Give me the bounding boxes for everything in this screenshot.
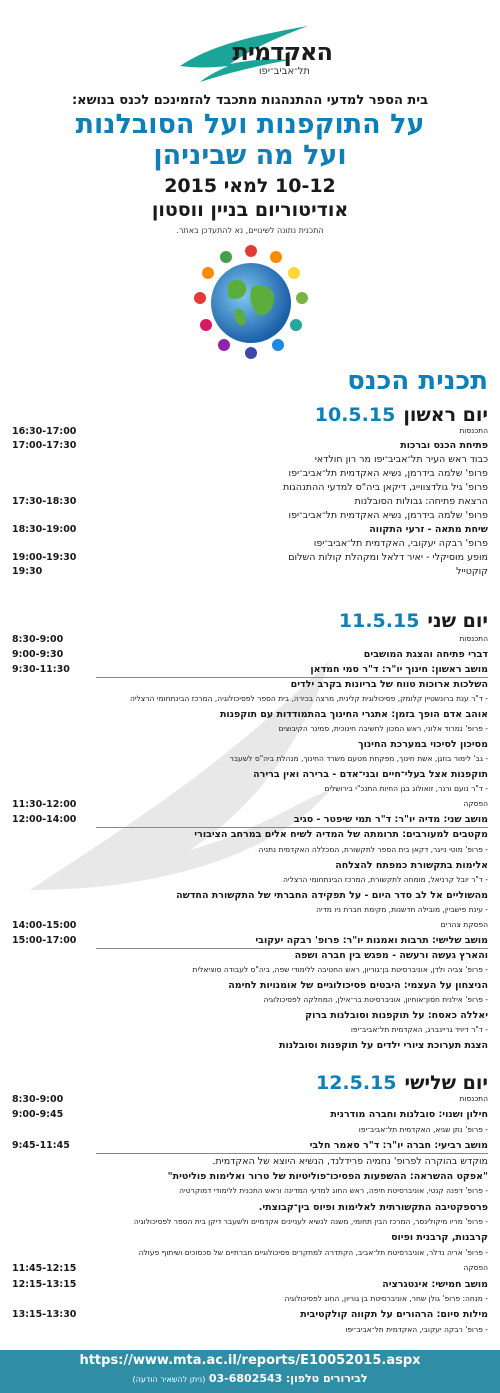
day-date: 12.5.15 [315,1072,397,1094]
schedule-text: חילון ושנוי: סובלנות וחברה מודרנית [330,1109,488,1121]
schedule-time: 18:30-19:00 [12,524,77,535]
schedule-text: יאללה כאסח: על תוקפנות וסובלנות ברוק [305,1009,488,1021]
schedule-text: - פרופ' אילנית חסון־אוחיון, אוניברסיטת בר־אילן, המחלקה לפסיכולוגיה [263,994,488,1004]
schedule-text: מהשוליים אל לב סדר היום - על תפקידה החברתי של התקשורת החדשה [176,889,488,901]
schedule-text: פרספקטיבה התקשורתית לאלימות ופיוס בין־קבוצתי. [258,1201,488,1213]
logo-name: האקדמית [232,38,332,66]
schedule-text: קוקטייל [456,566,488,577]
schedule-text: התכנסות [459,426,488,435]
schedule-text: אלימות בתקשורת כמפתח להצלחה [335,859,488,871]
schedule-text: שיחת מתאה - זרעי התקווה [369,524,488,535]
conference-dates: 10-12 למאי 2015 [164,175,336,197]
schedule-text: התכנסות [459,634,488,643]
program-title: תכנית הכנס [347,366,488,396]
day-date: 11.5.15 [338,610,420,632]
schedule-text: הניצחון על העצמי: היבטים פסיכולוגיים של אומנויות לחימה [228,979,488,991]
schedule-time: 8:30-9:00 [12,634,64,645]
phone-line [0,1372,500,1385]
title-line-1: על התוקפנות ועל הסובלנות [75,109,425,140]
schedule-text: - פרופ' אריה נדלר, אוניברסיטת תל־אביב, הקתדרה למחקרים פסיכולוגיים חברתיים של סכסוכים ושיתוף פעולה [138,1247,488,1257]
schedule-text: השלכות ארוכות טווח של בריונות בקרב ילדים [290,679,488,691]
day-name: יום שלישי [404,1072,488,1094]
schedule-time: 13:15-13:30 [12,1309,77,1321]
schedule-text: הפסקה [463,799,488,809]
schedule-time: 12:15-13:15 [12,1278,77,1290]
schedule-text: והארץ געשה ורעשה - מפגש בין חברה ושפה [294,949,488,961]
schedule-time: 15:00-17:00 [12,934,77,946]
schedule-time: 11:45-12:15 [12,1263,77,1275]
schedule-text: - פרופ' נמרוד אלוני, ראש המכון לחשיבה חינוכית, סמינר הקיבוצים [278,724,488,734]
schedule-text: התכנסות [459,1094,488,1103]
schedule-text: דברי פתיחה והצגת המושבים [363,649,488,661]
schedule-text: מילות סיום: הרהורים על תקווה קולקטיבית [300,1309,488,1321]
day-name: יום שני [427,610,488,632]
day-heading [315,404,488,426]
schedule-text: - פרופ' מוטי נייגר, דקאן בית הספר לתקשורת, המכללה האקדמית נתניה [258,844,488,854]
schedule-text: פרופ' גיל גולדצווייג, דיקאן ביה"ס למדעי ההתנהגות [283,482,488,493]
schedule-text: פתיחת הכנס וברכות [400,440,488,451]
schedule-text: - ד"ר ענת ברונשטיין קלומק, פסיכולוגית קלינית, מרצה בכירה, בית הספר לפסיכולוגיה, המרכז הבינתחומי הרצליה [129,694,488,704]
schedule-text: - פרופ' נתן שגיא, האקדמית תל־אביב־יפו [358,1124,488,1134]
schedule-text: - ד"ר דיויד גריינברג, האקדמית תל־אביב־יפו [350,1024,488,1034]
phone-label: לבירורים טלפון: [285,1372,368,1385]
schedule-text: - ד"ר יובל קרניאל, מומחה לתקשורת, המרכז הבינתחומי הרצליה [283,874,488,884]
day-name: יום ראשון [403,404,488,426]
schedule-text: הפסקת צהרים [440,919,488,929]
day-heading [316,1072,488,1094]
schedule-text: - עינת פישביין, מובילה חדשנות, מקימת חברת ניו מדיה [316,904,488,914]
phone-note: (ניתן להשאיר הודעה) [132,1375,206,1384]
schedule-text: הרצאת פתיחה: גבולות הסובלנות [354,496,488,507]
schedule-text: אוהב אדם הופך בזמן: אתגרי החינוך בהתמודדות עם תוקפנות [219,709,488,721]
globe-people-icon [176,243,326,363]
schedule-text: כבוד ראש העיר תל־אביב־יפו מר רון חולדאי [314,454,488,465]
schedule-time: 17:00-17:30 [12,440,77,451]
schedule-time: 9:45-11:45 [12,1140,70,1152]
program-note: התכנית נתונה לשינויים, נא להתעדכן באתר. [176,226,324,235]
day-heading [339,610,488,632]
schedule-text: - פרופ' צביה ולדן, אוניברסיטת בן־גוריון, ראש החטיבה ללימודי שפה, ביה"ס לעבודה סוציאלית [192,964,488,974]
schedule-text: מוקדש בהוקרה לפרופ' נחמיה פרידלנד, הנשיא היוצא של האקדמית. [212,1155,488,1167]
title-line-2: ועל מה שביניהן [153,140,347,171]
schedule-time: 19:00-19:30 [12,552,77,563]
schedule-text: מושב שלישי: תרבות ואמנות יו"ר: פרופ' רבקה יעקובי [96,935,488,949]
schedule-time: 9:30-11:30 [12,664,70,676]
schedule-text: מושב רביעי: חברה יו"ר: ד"ר סאמר חלבי [96,1140,488,1154]
schedule-text: פרופ' שלמה בידרמן, נשיא האקדמית תל־אביב־יפו [288,510,488,521]
schedule-time: 11:30-12:00 [12,799,77,811]
schedule-time: 16:30-17:00 [12,426,77,437]
logo-subtitle: תל־אביב־יפו [258,66,310,77]
schedule-text: מושב חמישי: אינטגרציה [382,1278,488,1290]
schedule-text: פרופ' רבקה יעקובי, האקדמית תל־אביב־יפו [313,538,488,549]
schedule-text: קרבנות, קרבנית ופיוס [391,1232,488,1244]
schedule-time: 17:30-18:30 [12,496,77,507]
schedule-text: מופע מוסיקלי - יאיר דלאל ומקהלת קולות השלום [288,552,488,563]
schedule-text: הפסקה [463,1263,488,1273]
conference-venue: אודיטוריום בניין ווסטון [151,199,349,221]
schedule-time: 8:30-9:00 [12,1094,64,1105]
schedule-text: - פרופ' מריו מיקולינסר, המרכז הבין תחומי, משנה לנשיא לעניינים אקדמיים ולשעבר דיקן בית הספר לפסיכולוגיה [133,1217,488,1226]
schedule-time: 14:00-15:00 [12,919,77,931]
day-date: 10.5.15 [314,404,396,426]
schedule-text: - מנחה: פרופ' גולן שחר, אוניברסיטת בן גוריון, החוג לפסיכולוגיה [284,1293,488,1303]
schedule-text: הצגת תערוכת ציורי ילדים על תוקפנות וסובלנות [279,1039,488,1051]
phone-number: 03-6802543 [208,1372,283,1385]
schedule-time: 9:00-9:45 [12,1109,64,1121]
schedule-text: תוקפנות אצל בעלי־חיים ובני־אדם - ברירה ואין ברירה [253,769,488,781]
schedule-time: 12:00-14:00 [12,814,77,826]
schedule-text: - גב' לימור בוזגן, אשת חינוך, מפקחת מטעם משרד החינוך, מנהלת ביה"ס לשעבר [229,754,488,764]
schedule-text: פרופ' שלמה בידרמן, נשיא האקדמית תל־אביב־יפו [288,468,488,479]
schedule-text: מקטבים למעורבים: תרומתה של המדיה לשיח אלים במרחב הציבורי [194,829,488,841]
schedule-text: מסיכון לסיכוי במערכת החינוך [358,739,488,751]
schedule-text: "אפקט ההשראה: ההשפעות הפסיכו־פוליטיות של טרור ואלימות פוליטית" [167,1170,488,1182]
schedule-text: - פרופ' דפנה קנטי, אוניברסיטת חיפה, ראש החוג למדעי המדינה וראש התכנית ללימודי דמוקרטיה [179,1186,488,1196]
schedule-time: 19:30 [12,566,43,577]
intro-text: בית הספר למדעי ההתנהגות מתכבד להזמינכם לכנס בנושא: [71,93,429,108]
schedule-text: מושב ראשון: חינוך יו"ר: ד"ר סמי חמדאן [96,664,488,678]
schedule-time: 9:00-9:30 [12,649,64,661]
registration-link[interactable]: https://www.mta.ac.il/reports/E10052015.aspx [79,1353,421,1368]
schedule-text: - פרופ' רבקה יעקובי, האקדמית תל־אביב־יפו [345,1324,488,1334]
schedule-text: מושב שני: מדיה יו"ר: ד"ר תמי שיפטר - סגיב [96,814,488,828]
schedule-text: - ד"ר נועם ורנר, זואולוג בגן החיות התנכ"י בירושלים [324,784,488,794]
